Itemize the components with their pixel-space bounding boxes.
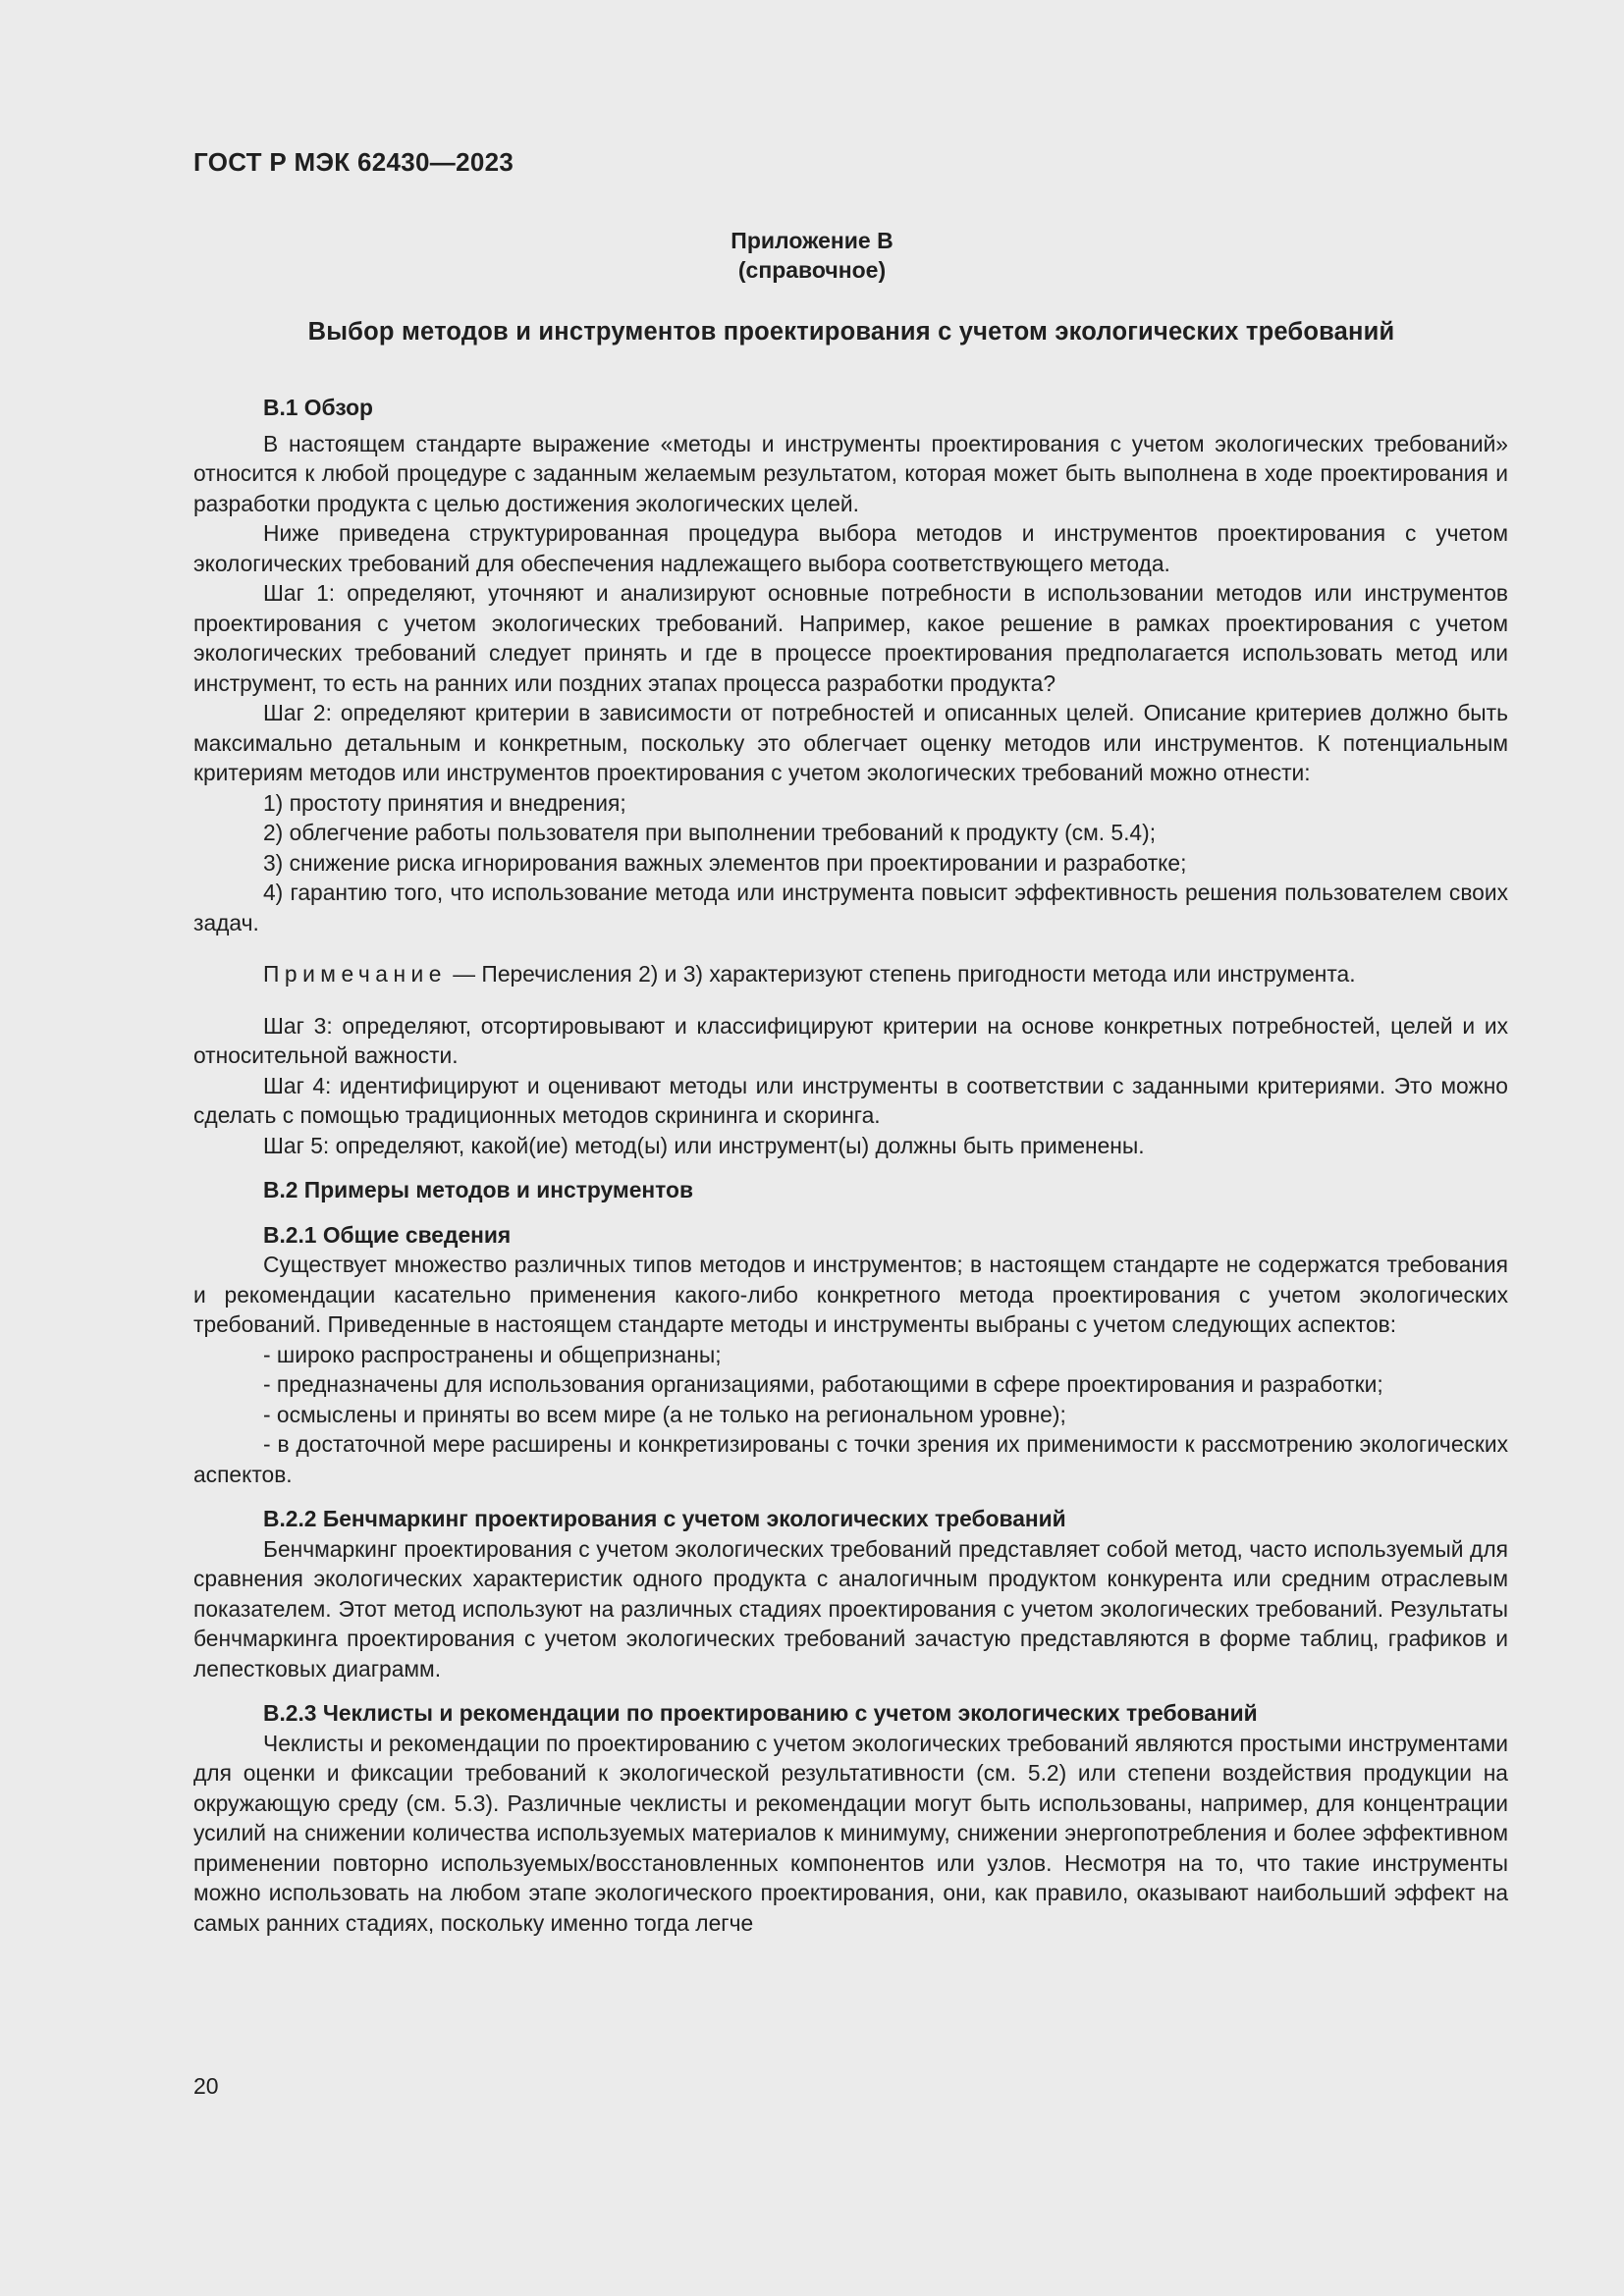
paragraph: Шаг 3: определяют, отсортировывают и классифицируют критерии на основе конкретных потребностей, целей и их относительной важности. [193, 1012, 1508, 1068]
section-heading-b2: В.2 Примеры методов и инструментов [263, 1177, 693, 1202]
annex-type: (справочное) [737, 257, 887, 283]
list-item: 4) гарантию того, что использование метода или инструмента повысит эффективность решения пользователем своих задач. [193, 880, 1508, 935]
list-item: 3) снижение риска игнорирования важных элементов при проектировании и разработке; [263, 849, 1187, 876]
dash-item: - осмыслены и приняты во всем мире (а не только на региональном уровне); [263, 1401, 1066, 1427]
paragraph: Шаг 4: идентифицируют и оценивают методы или инструменты в соответствии с заданными критериями. Это можно сделать с помощью традиционных методов скрининга и скоринга. [193, 1072, 1508, 1128]
document-body [193, 393, 1508, 1938]
paragraph: В настоящем стандарте выражение «методы и инструменты проектирования с учетом экологических требований» относится к любой процедуре с заданным желаемым результатом, которая может быть выполнена в ходе проектирования и разработки продукта с целью достижения экологических целей. [193, 430, 1508, 516]
list-item: 2) облегчение работы пользователя при выполнении требований к продукту (см. 5.4); [263, 820, 1157, 845]
document-header: ГОСТ Р МЭК 62430—2023 [193, 147, 514, 177]
list-item: 1) простоту принятия и внедрения; [263, 789, 626, 816]
note-text: — Перечисления 2) и 3) характеризуют степень пригодности метода или инструмента. [453, 961, 1356, 987]
section-heading-b1: В.1 Обзор [263, 395, 373, 420]
section-heading-b22: В.2.2 Бенчмаркинг проектирования с учетом экологических требований [263, 1506, 1066, 1531]
dash-item: - в достаточной мере расширены и конкретизированы с точки зрения их применимости к рассмотрению экологических аспектов. [193, 1431, 1508, 1487]
paragraph: Бенчмаркинг проектирования с учетом экологических требований представляет собой метод, часто используемый для сравнения экологических характеристик одного продукта с аналогичным продуктом конкурента или средним отраслевым показателем. Этот метод используют на различных стадиях проектирования с учетом экологических требований. Результаты бенчмаркинга проектирования с учетом экологических требований зачастую представляются в форме таблиц, графиков и лепестковых диаграмм. [193, 1535, 1508, 1682]
annex-label: Приложение В [731, 228, 893, 253]
paragraph: Шаг 5: определяют, какой(ие) метод(ы) или инструмент(ы) должны быть применены. [263, 1132, 1145, 1158]
note-label: Примечание [263, 961, 447, 987]
note [193, 959, 1508, 989]
annex-title: Выбор методов и инструментов проектирования с учетом экологических требований [307, 318, 1395, 346]
section-heading-b23: В.2.3 Чеклисты и рекомендации по проектированию с учетом экологических требований [263, 1700, 1258, 1726]
dash-item: - широко распространены и общепризнаны; [263, 1341, 722, 1367]
page-number: 20 [193, 2073, 219, 2099]
paragraph: Шаг 2: определяют критерии в зависимости от потребностей и описанных целей. Описание критериев должно быть максимально детальным и конкретным, поскольку это облегчает оценку методов или инструментов. К потенциальным критериям методов или инструментов проектирования с учетом экологических требований можно отнести: [193, 700, 1508, 785]
section-heading-b21: В.2.1 Общие сведения [263, 1221, 512, 1248]
paragraph: Шаг 1: определяют, уточняют и анализируют основные потребности в использовании методов или инструментов проектирования с учетом экологических требований. Например, какое решение в рамках проектирования с учетом экологических требований следует принять и где в процессе проектирования предполагается использовать метод или инструмент, то есть на ранних или поздних этапах процесса разработки продукта? [193, 580, 1508, 696]
dash-item: - предназначены для использования организациями, работающими в сфере проектирования и разработки; [263, 1371, 1383, 1397]
paragraph: Ниже приведена структурированная процедура выбора методов и инструментов проектирования с учетом экологических требований для обеспечения надлежащего выбора соответствующего метода. [193, 520, 1508, 576]
paragraph: Существует множество различных типов методов и инструментов; в настоящем стандарте не содержатся требования и рекомендации касательно применения какого-либо конкретного метода проектирования с учетом экологических требований. Приведенные в настоящем стандарте методы и инструменты выбраны с учетом следующих аспектов: [193, 1252, 1508, 1337]
paragraph: Чеклисты и рекомендации по проектированию с учетом экологических требований являются простыми инструментами для оценки и фиксации требований к экологической результативности (см. 5.2) или степени воздействия продукции на окружающую среду (см. 5.3). Различные чеклисты и рекомендации могут быть использованы, например, для концентрации усилий на снижении количества используемых материалов к минимуму, снижении энергопотребления и более эффективном применении повторно используемых/восстановленных компонентов или узлов. Несмотря на то, что такие инструменты можно использовать на любом этапе экологического проектирования, они, как правило, оказывают наибольший эффект на самых ранних стадиях, поскольку именно тогда легче [193, 1730, 1508, 1936]
